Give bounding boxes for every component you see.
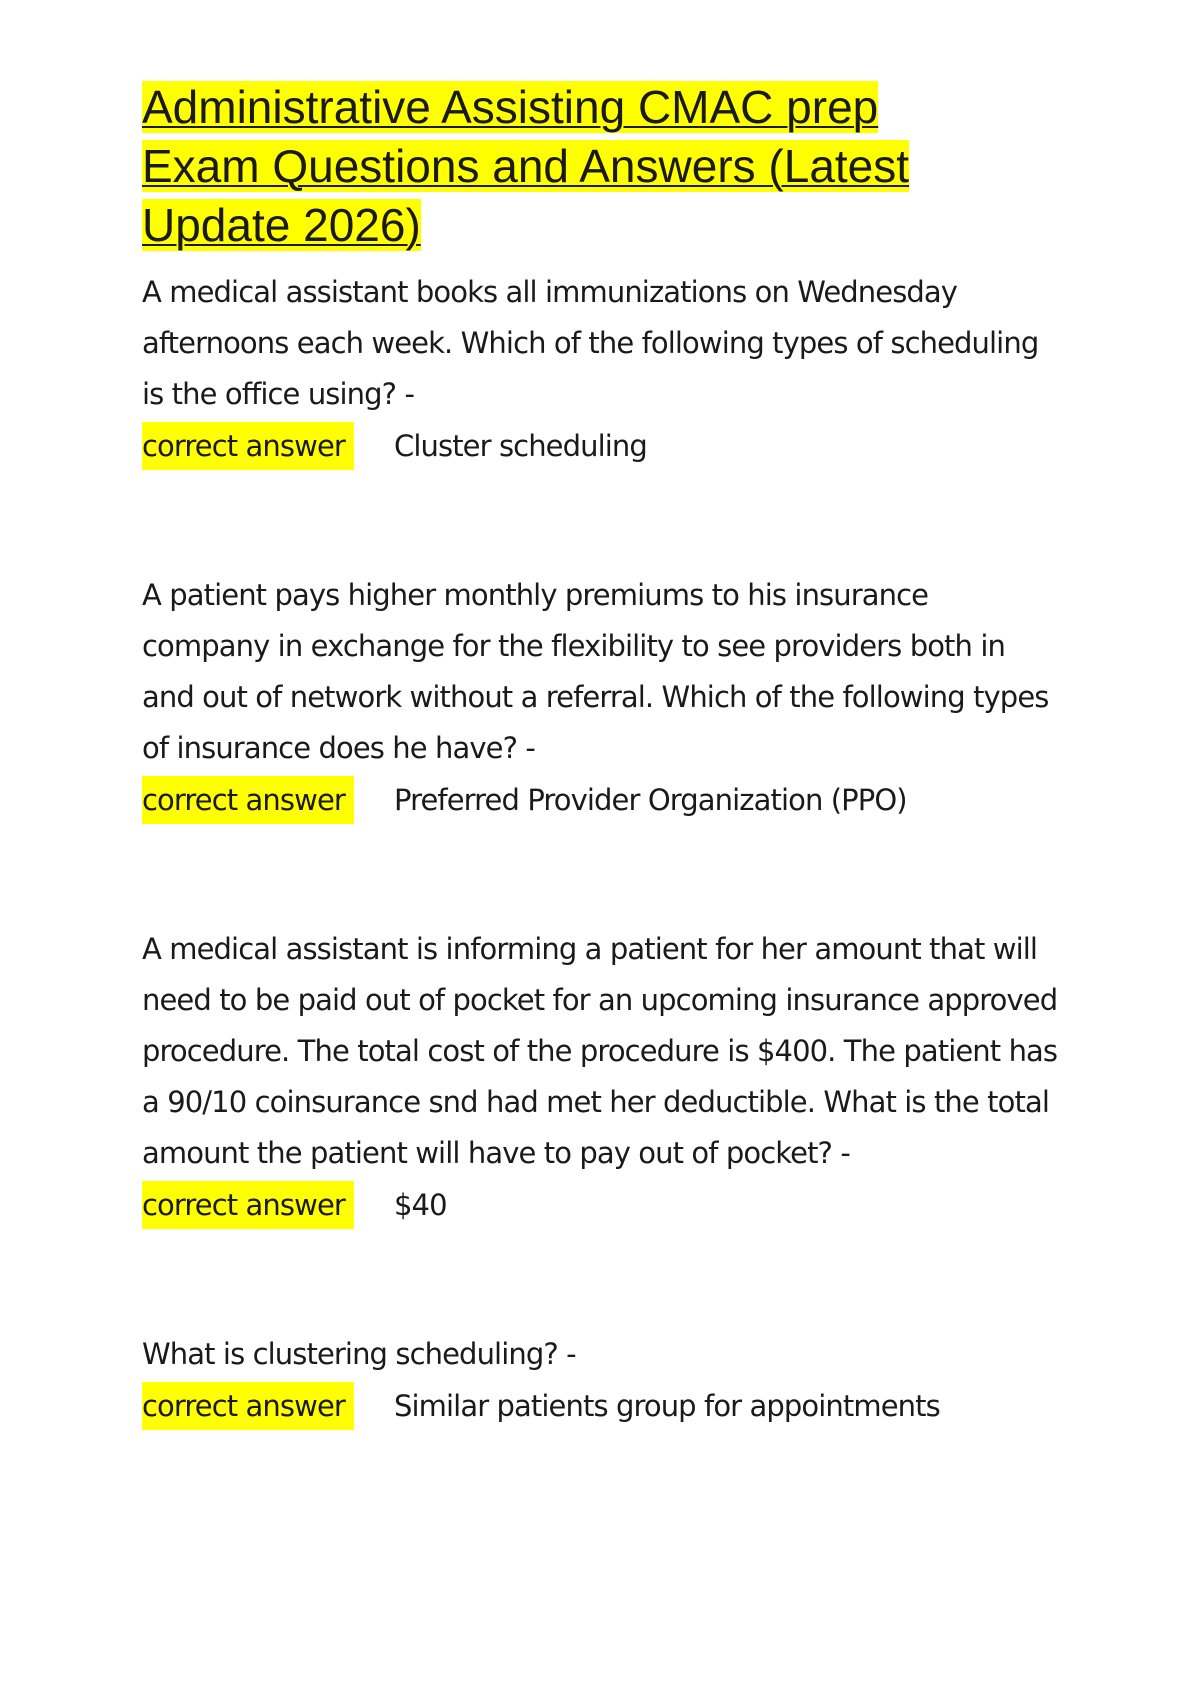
spacer	[142, 1231, 1062, 1329]
answer-row	[142, 1179, 1062, 1231]
answer-text: Cluster scheduling	[394, 429, 647, 463]
spacer	[142, 826, 1062, 924]
question-text: A medical assistant is informing a patient for her amount that will need to be paid out of pocket for an upcoming insurance approved procedure. The total cost of the procedure is $400. The patient has a 90/10 coinsurance snd had met her deductible. What is the total amount the patient will have to pay out of pocket? -	[142, 932, 1058, 1170]
correct-answer-label: correct answer	[142, 1382, 354, 1430]
correct-answer-label: correct answer	[142, 776, 354, 824]
question-text: A medical assistant books all immunizations on Wednesday afternoons each week. Which of the following types of scheduling is the office using? -	[142, 275, 1039, 411]
answer-text: Preferred Provider Organization (PPO)	[394, 783, 907, 817]
spacer	[142, 472, 1062, 570]
document-page	[142, 78, 1062, 1432]
qa-item-4	[142, 1329, 1062, 1432]
document-title-text: Administrative Assisting CMAC prep Exam Questions and Answers (Latest Update 2026)	[142, 81, 910, 251]
question-text: What is clustering scheduling? -	[142, 1337, 576, 1371]
correct-answer-label: correct answer	[142, 422, 354, 470]
answer-row	[142, 420, 1062, 472]
qa-item-2	[142, 570, 1062, 826]
correct-answer-label: correct answer	[142, 1181, 354, 1229]
document-title	[142, 78, 962, 255]
answer-text: $40	[394, 1188, 447, 1222]
qa-item-3	[142, 924, 1062, 1231]
answer-row	[142, 1380, 1062, 1432]
answer-row	[142, 774, 1062, 826]
qa-item-1	[142, 267, 1062, 472]
question-text: A patient pays higher monthly premiums to his insurance company in exchange for the flexibility to see providers both in and out of network without a referral. Which of the following types of insurance does he have? -	[142, 578, 1049, 765]
answer-text: Similar patients group for appointments	[394, 1389, 940, 1423]
